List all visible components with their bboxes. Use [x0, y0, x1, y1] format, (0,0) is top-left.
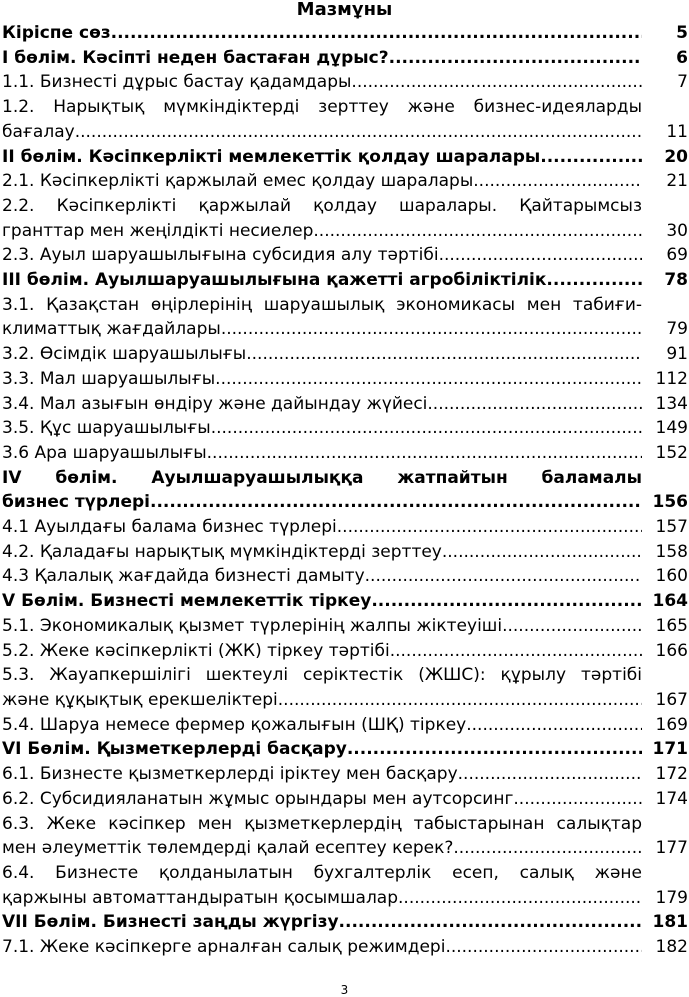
toc-page-number: 169	[655, 714, 688, 735]
toc-entry[interactable]	[2, 812, 688, 861]
toc-page-number: 6	[676, 47, 688, 68]
toc-entry-title	[2, 194, 642, 243]
toc-entry-title	[2, 663, 642, 712]
toc-page-number: 11	[666, 121, 688, 142]
toc-entry-title-line: бағалау	[2, 121, 75, 142]
toc-entry[interactable]	[2, 293, 688, 342]
toc-entry-title-line: 4.3 Қалалық жағдайда бизнесті дамыту	[2, 566, 365, 587]
toc-entry-title-line: 5.4. Шаруа немесе фермер қожалығын (ШҚ) тіркеу	[2, 714, 467, 735]
dot-leader	[453, 836, 642, 861]
dot-leader	[365, 564, 642, 589]
toc-entry-title	[2, 169, 642, 194]
toc-entry-title	[2, 935, 642, 960]
toc-entry-title	[2, 861, 642, 910]
toc-entry-title-line: 1.1. Бизнесті дұрыс бастау қадамдары	[2, 72, 352, 93]
toc-entry-title-line: 6.2. Субсидияланатын жұмыс орындары мен аутсорсинг	[2, 788, 514, 809]
dot-leader	[75, 120, 642, 145]
toc-entry-title-line: 2.2. Кәсіпкерлікті қаржылай қолдау шаралары. Қайтарымсыз	[2, 195, 642, 216]
toc-entry[interactable]	[2, 46, 688, 71]
toc-entry-title-line: бизнес түрлері	[2, 492, 151, 513]
dot-leader	[150, 490, 642, 515]
toc-page-number: 7	[677, 72, 688, 93]
toc-entry-title	[2, 268, 642, 293]
toc-entry-title-line: 5.1. Экономикалық қызмет түрлерінің жалпы жіктеуіші	[2, 615, 503, 636]
dot-leader	[466, 713, 642, 738]
toc-page-number: 179	[655, 887, 688, 908]
dot-leader	[221, 317, 642, 342]
toc-entry[interactable]	[2, 515, 688, 540]
toc-entry-title-line: 5.2. Жеке кәсіпкерлікті (ЖК) тіркеу тәртібі	[2, 640, 390, 661]
dot-leader	[398, 886, 642, 911]
toc-page-number: 171	[652, 739, 688, 760]
toc-entry[interactable]	[2, 367, 688, 392]
toc-entry-title	[2, 910, 642, 935]
toc-entry-title-line: 4.1 Ауылдағы балама бизнес түрлері	[2, 517, 337, 538]
toc-entry-title	[2, 21, 642, 46]
toc-entry-title-line: 3.2. Өсімдік шаруашылығы	[2, 344, 247, 365]
dot-leader	[427, 392, 642, 417]
toc-entry[interactable]	[2, 663, 688, 712]
toc-page-number: 156	[652, 492, 688, 513]
toc-page-number: 30	[666, 220, 688, 241]
toc-entry-title-line: I бөлім. Кәсіпті неден бастаған дұрыс?	[2, 47, 389, 68]
dot-leader	[339, 910, 642, 935]
toc-entry-title-line: қаржыны автоматтандыратын қосымшалар	[2, 887, 399, 908]
toc-entry[interactable]	[2, 787, 688, 812]
dot-leader	[513, 787, 642, 812]
toc-entry[interactable]	[2, 737, 688, 762]
toc-entry-title	[2, 342, 642, 367]
dot-leader	[313, 219, 642, 244]
toc-entry-title	[2, 564, 642, 589]
toc-entry-title	[2, 145, 642, 170]
toc-entry[interactable]	[2, 910, 688, 935]
toc-entry[interactable]	[2, 243, 688, 268]
toc-entry-title-line: 3.4. Мал азығын өндіру және дайындау жүйесі	[2, 393, 428, 414]
toc-entry-title-line: мен әлеуметтік төлемдерді қалай есептеу керек?	[2, 838, 454, 859]
toc-entry[interactable]	[2, 342, 688, 367]
toc-entry[interactable]	[2, 935, 688, 960]
dot-leader	[337, 515, 642, 540]
toc-entry[interactable]	[2, 466, 688, 515]
toc-page-number: 21	[666, 171, 688, 192]
dot-leader	[390, 639, 642, 664]
toc-page-number: 181	[652, 912, 688, 933]
toc-entry-title	[2, 762, 642, 787]
toc-entry-title-line: IV бөлім. Ауылшаруашылыққа жатпайтын баламалы	[2, 467, 642, 488]
toc-page-number: 174	[655, 788, 688, 809]
dot-leader	[540, 145, 642, 170]
toc-page-number: 165	[655, 615, 688, 636]
toc-entry-title-line: 6.1. Бизнесте қызметкерлерді іріктеу мен басқару	[2, 764, 458, 785]
dot-leader	[207, 441, 642, 466]
toc-entry[interactable]	[2, 268, 688, 293]
toc-entry-title	[2, 95, 642, 144]
toc-entry-title-line: III бөлім. Ауылшаруашылығына қажетті агробіліктілік	[2, 270, 547, 291]
toc-page-number: 112	[655, 368, 688, 389]
toc-entry[interactable]	[2, 589, 688, 614]
dot-leader	[473, 169, 642, 194]
toc-page-number: 69	[666, 245, 688, 266]
toc-entry[interactable]	[2, 564, 688, 589]
toc-page-number: 167	[655, 689, 688, 710]
toc-entry[interactable]	[2, 861, 688, 910]
toc-entry-title	[2, 243, 642, 268]
toc-entry[interactable]	[2, 639, 688, 664]
toc-entry[interactable]	[2, 416, 688, 441]
table-of-contents	[2, 21, 688, 960]
toc-entry[interactable]	[2, 441, 688, 466]
toc-page-number: 149	[655, 418, 688, 439]
toc-entry-title-line: 2.3. Ауыл шаруашылығына субсидия алу тәртібі	[2, 245, 439, 266]
toc-entry[interactable]	[2, 614, 688, 639]
dot-leader	[502, 614, 642, 639]
dot-leader	[347, 737, 642, 762]
toc-entry-title-line: Кіріспе сөз	[2, 23, 111, 43]
toc-entry-title-line: 3.3. Мал шаруашылығы	[2, 368, 216, 389]
toc-page-number: 78	[664, 270, 688, 291]
toc-entry-title-line: және құқықтық ерекшеліктері	[2, 689, 278, 710]
dot-leader	[445, 935, 642, 960]
toc-entry-title	[2, 466, 642, 515]
toc-entry-title-line: 4.2. Қаладағы нарықтық мүмкіндіктерді зерттеу	[2, 541, 442, 562]
toc-entry-title	[2, 812, 642, 861]
dot-leader	[211, 416, 642, 441]
toc-entry[interactable]	[2, 762, 688, 787]
toc-entry-title	[2, 416, 642, 441]
toc-entry-title	[2, 293, 642, 342]
toc-entry-title	[2, 787, 642, 812]
toc-page-number: 177	[655, 838, 688, 859]
toc-entry-title	[2, 639, 642, 664]
toc-entry-title	[2, 515, 642, 540]
toc-entry-title-line: 1.2. Нарықтық мүмкіндіктерді зерттеу және бизнес-идеяларды	[2, 97, 642, 118]
toc-entry-title-line: 3.5. Құс шаруашылығы	[2, 418, 211, 439]
toc-entry[interactable]	[2, 392, 688, 417]
toc-entry[interactable]	[2, 21, 688, 46]
dot-leader	[278, 688, 642, 713]
toc-entry[interactable]	[2, 194, 688, 243]
toc-page-number: 79	[666, 319, 688, 340]
dot-leader	[371, 589, 642, 614]
dot-leader	[215, 367, 642, 392]
toc-entry[interactable]	[2, 540, 688, 565]
toc-entry-title-line: 6.3. Жеке кәсіпкер мен қызметкерлердің табыстарынан салықтар	[2, 813, 642, 834]
toc-entry-title	[2, 540, 642, 565]
dot-leader	[439, 243, 642, 268]
toc-entry-title-line: 3.6 Ара шаруашылығы	[2, 442, 207, 463]
toc-entry-title-line: гранттар мен жеңілдікті несиелер	[2, 220, 314, 241]
dot-leader	[351, 70, 642, 95]
dot-leader	[442, 540, 642, 565]
toc-entry-title	[2, 70, 642, 95]
toc-entry-title-line: климаттық жағдайлары	[2, 319, 221, 340]
dot-leader	[546, 268, 642, 293]
toc-entry[interactable]	[2, 95, 688, 144]
toc-page-number: 164	[652, 591, 688, 612]
toc-entry-title-line: 2.1. Кәсіпкерлікті қаржылай емес қолдау шаралары	[2, 171, 474, 192]
toc-entry-title	[2, 392, 642, 417]
toc-entry-title	[2, 614, 642, 639]
toc-page-number: 166	[655, 640, 688, 661]
page-number: 3	[340, 983, 349, 997]
toc-page-number: 5	[676, 23, 688, 43]
toc-entry[interactable]	[2, 169, 688, 194]
toc-page-number: 134	[655, 393, 688, 414]
toc-entry-title	[2, 737, 642, 762]
toc-entry-title-line: 3.1. Қазақстан өңірлерінің шаруашылық экономикасы мен табиғи-	[2, 294, 642, 315]
page-title: Мазмұны	[296, 0, 393, 20]
toc-entry-title	[2, 589, 642, 614]
dot-leader	[246, 342, 642, 367]
toc-entry-title-line: 5.3. Жауапкершілігі шектеулі серіктестік (ЖШС): құрылу тәртібі	[2, 665, 642, 686]
toc-page-number: 160	[655, 566, 688, 587]
toc-entry-title-line: V Бөлім. Бизнесті мемлекеттік тіркеу	[2, 591, 372, 612]
toc-page-number: 158	[655, 541, 688, 562]
toc-entry-title-line: II бөлім. Кәсіпкерлікті мемлекеттік қолдау шаралары	[2, 146, 541, 167]
toc-page-number: 91	[666, 344, 688, 365]
toc-page-number: 182	[655, 937, 688, 958]
dot-leader	[389, 46, 642, 71]
dot-leader	[111, 21, 642, 46]
toc-entry[interactable]	[2, 70, 688, 95]
toc-entry-title	[2, 367, 642, 392]
toc-entry-title	[2, 46, 642, 71]
toc-entry-title-line: 6.4. Бизнесте қолданылатын бухгалтерлік есеп, салық және	[2, 862, 642, 883]
toc-page-number: 152	[655, 442, 688, 463]
toc-page-number: 157	[655, 517, 688, 538]
toc-entry-title	[2, 713, 642, 738]
toc-entry[interactable]	[2, 145, 688, 170]
toc-entry-title	[2, 441, 642, 466]
toc-entry[interactable]	[2, 713, 688, 738]
toc-page-number: 20	[664, 146, 688, 167]
toc-entry-title-line: VI Бөлім. Қызметкерлерді басқару	[2, 739, 347, 760]
dot-leader	[458, 762, 642, 787]
toc-page-number: 172	[655, 764, 688, 785]
toc-entry-title-line: VII Бөлім. Бизнесті заңды жүргізу	[2, 912, 339, 933]
toc-entry-title-line: 7.1. Жеке кәсіпкерге арналған салық режимдері	[2, 937, 446, 958]
